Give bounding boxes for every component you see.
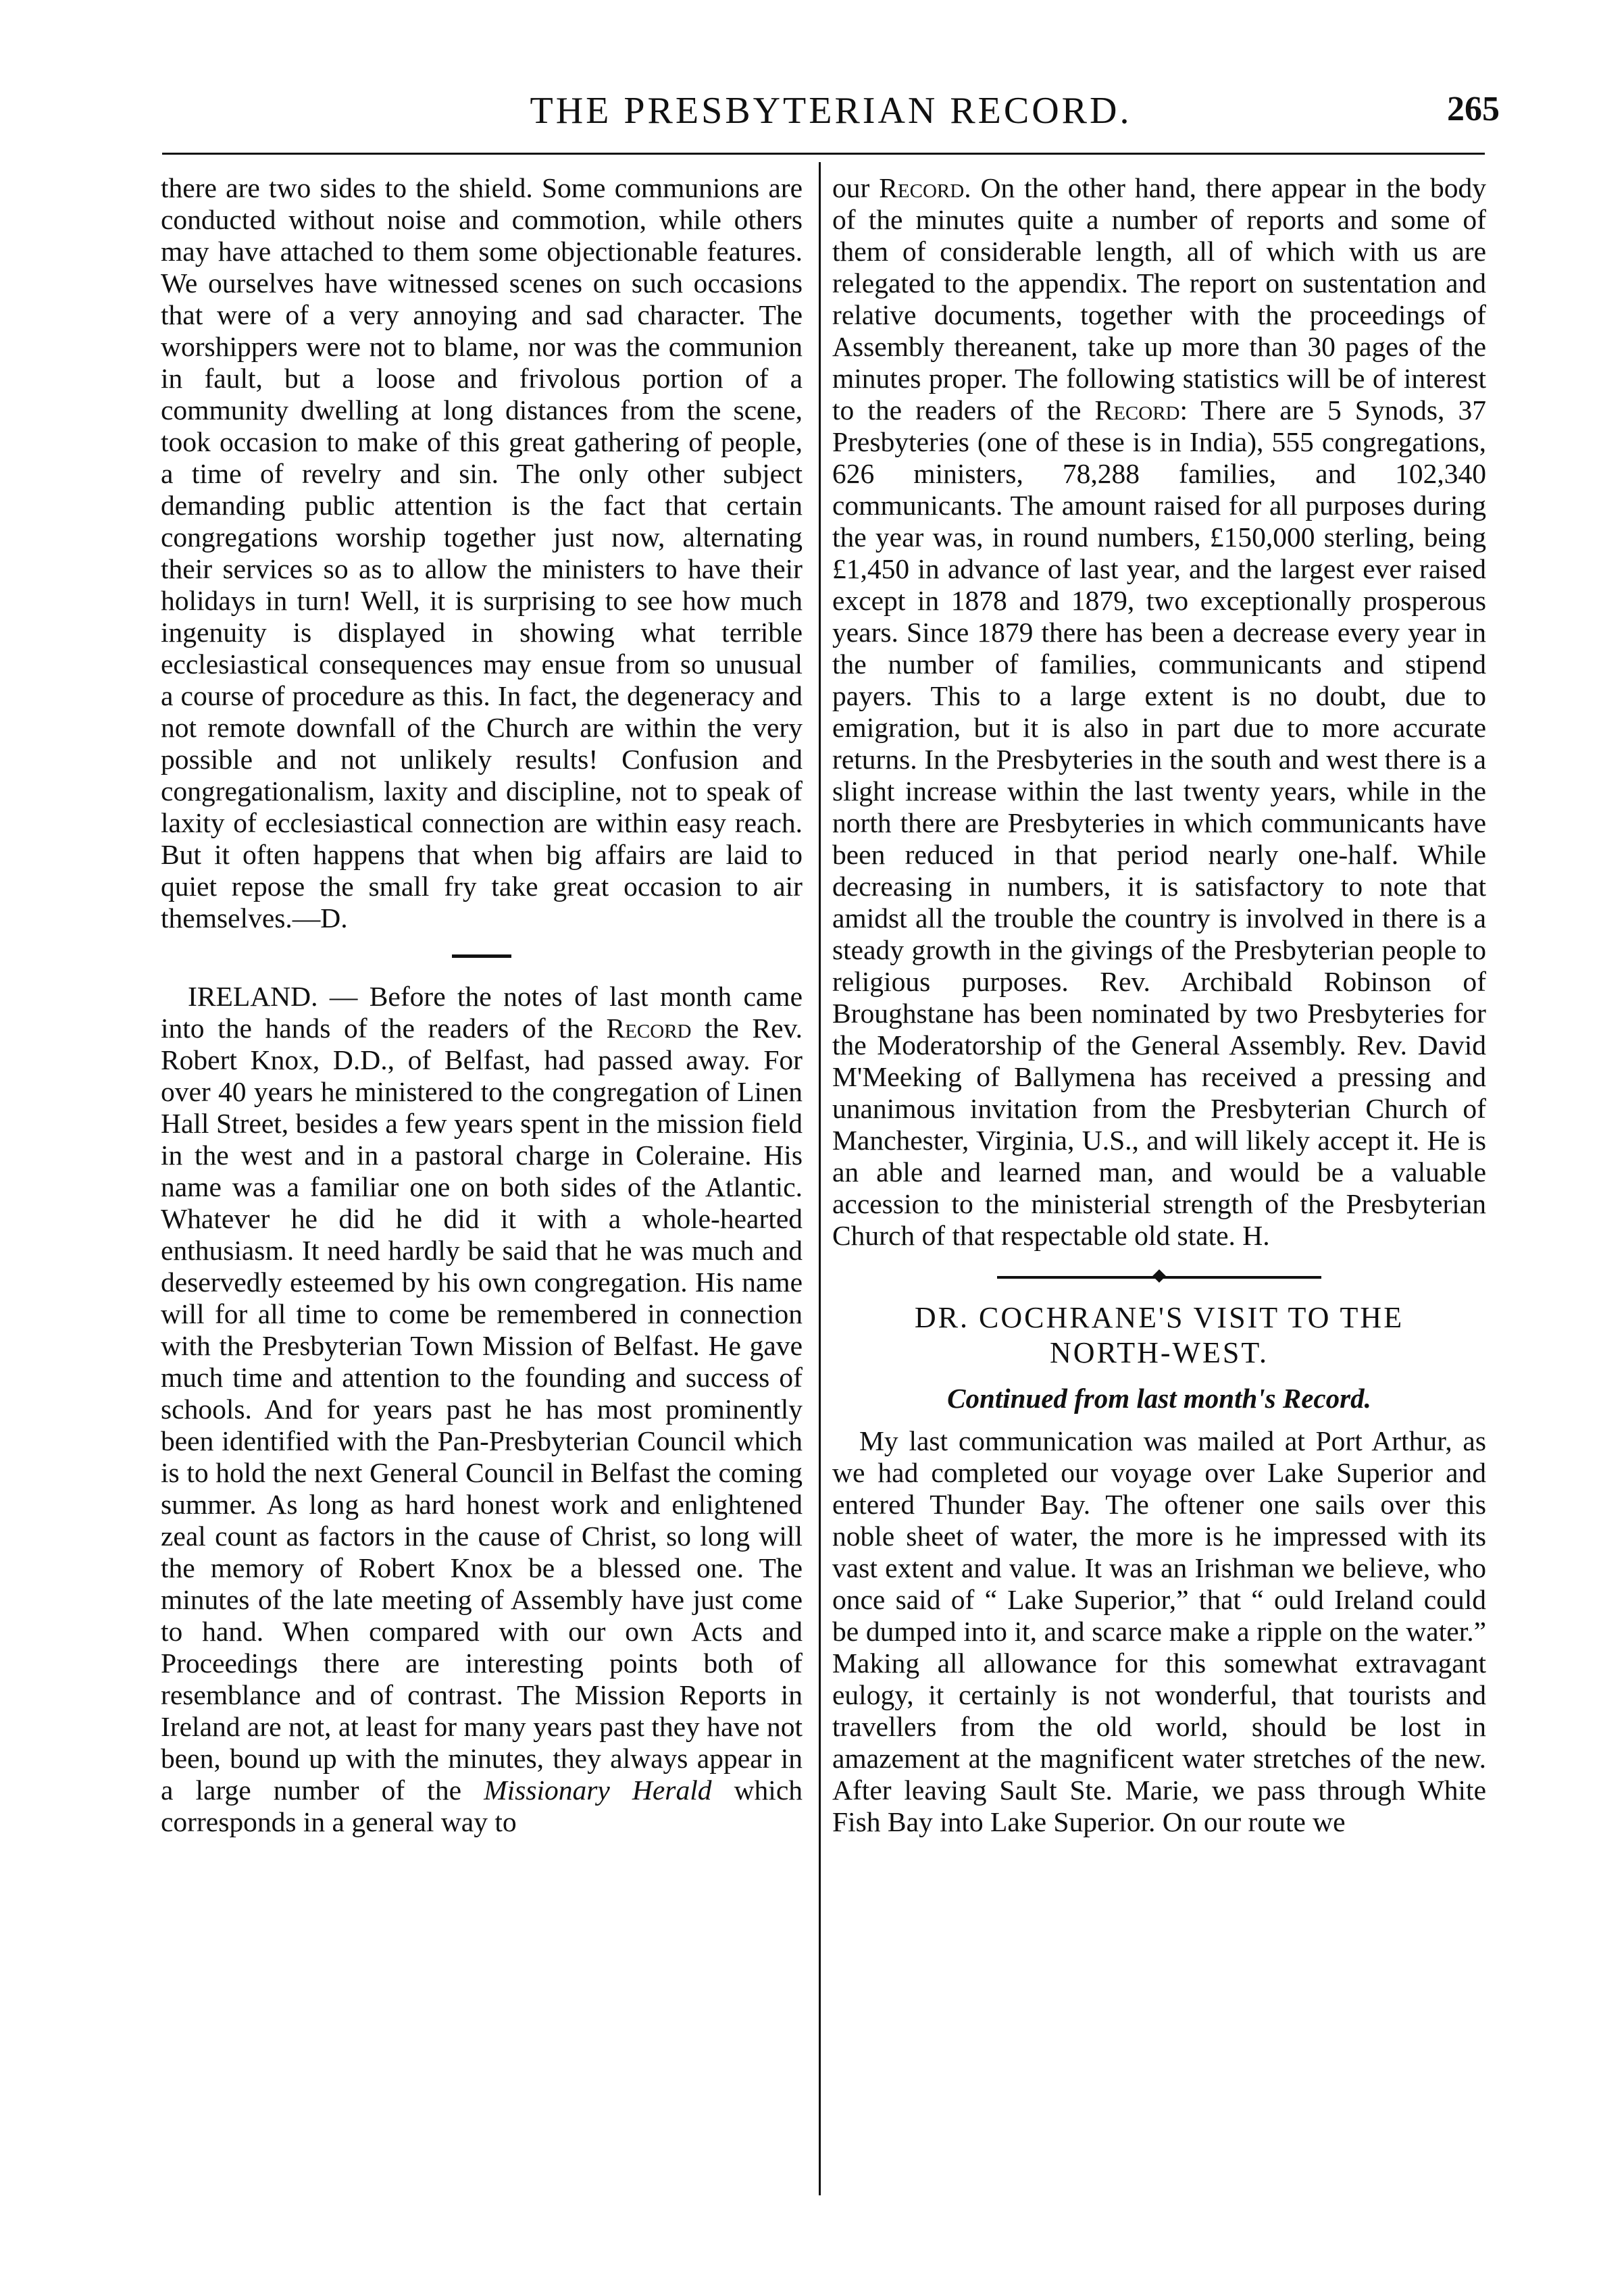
ireland-text-c: which corresponds in a general way to <box>161 1775 803 1837</box>
ireland-paragraph <box>161 981 803 1838</box>
ireland-continuation <box>832 172 1486 1252</box>
ornament-separator <box>997 1276 1321 1279</box>
record-reference: Record <box>879 172 965 203</box>
running-head <box>162 89 1500 143</box>
cont-text-b: . On the other hand, there appear in the body of the minutes quite a number of reports and some of them of considerable length, all of which with us are relegated to the appendix. The report on sustentation and relative documents, together with the proceedings of Assembly thereanent, take up more than 30 pages of the minutes proper. The following statistics will be of interest to the readers of the <box>832 172 1486 426</box>
ireland-text-b: the Rev. Robert Knox, D.D., of Belfast, had passed away. For over 40 years he ministered to the congregation of Linen Hall Street, besides a few years spent in the mission field in the west and in a pastoral charge in Coleraine. His name was a familiar one on both sides of the Atlantic. Whatever he did he did it with a whole-hearted enthusiasm. It need hardly be said that he was much and deservedly esteemed by his own congregation. His name will for all time to come be remembered in connection with the Presbyterian Town Mission of Belfast. He gave much time and attention to the founding and success of schools. And for years past he has most prominently been identified with the Pan-Presbyterian Council which is to hold the next General Council in Belfast the coming summer. As long as hard honest work and enlightened zeal count as factors in the cause of Christ, so long will the memory of Robert Knox be a blessed one. The minutes of the late meeting of Assembly have just come to hand. When compared with our own Acts and Proceedings there are interesting points both of resemblance and of contrast. The Mission Reports in Ireland are not, at least for many years past they have not been, bound up with the minutes, they always appear in a large number of the <box>161 1013 803 1806</box>
article-title-line: DR. COCHRANE'S VISIT TO THE <box>914 1301 1404 1334</box>
diamond-ornament-icon <box>1152 1269 1166 1283</box>
record-reference: Record <box>1094 394 1180 426</box>
article-paragraph: My last communication was mailed at Port Arthur, as we had completed our voyage over Lake Superior and entered Thunder Bay. The oftener one sails over this noble sheet of water, the more is he impressed with its vast extent and value. It was an Irishman we believe, who once said of “ Lake Superior,” that “ ould Ireland could be dumped into it, and scarce make a ripple on the water.” Making all allowance for this somewhat extravagant eulogy, it certainly is not wonderful, that tourists and travellers from the old world, should be lost in amazement at the magnificent water stretches of the new. After leaving Sault Ste. Marie, we pass through White Fish Bay into Lake Superior. On our route we <box>832 1425 1486 1837</box>
missionary-herald-title: Missionary Herald <box>484 1775 712 1806</box>
running-title: THE PRESBYTERIAN RECORD. <box>530 90 1132 132</box>
article-subhead: Continued from last month's Record. <box>947 1383 1371 1414</box>
cont-text-a: our <box>832 172 880 203</box>
record-reference: Record <box>606 1013 692 1044</box>
right-column <box>832 172 1486 1838</box>
ireland-text-a: — Before the notes of last month came into the hands of the readers of the <box>161 981 803 1044</box>
header-rule <box>162 153 1485 155</box>
page-number: 265 <box>1447 90 1500 128</box>
ireland-heading: IRELAND. <box>188 981 318 1012</box>
shield-paragraph: there are two sides to the shield. Some communions are conducted without noise and commotion, while others may have attached to them some objectionable features. We ourselves have witnessed scenes on such occasions that were of a very annoying and sad character. The worshippers were not to blame, nor was the communion in fault, but a loose and frivolous portion of a community dwelling at long distances from the scene, took occasion to make of this great gathering of people, a time of revelry and sin. The only other subject demanding public attention is the fact that certain congregations worship together just now, alternating their services so as to allow the ministers to have their holidays in turn! Well, it is surprising to see how much ingenuity is displayed in showing what terrible ecclesiastical consequences may ensue from so unusual a course of procedure as this. In fact, the degeneracy and not remote downfall of the Church are within the very possible and not unlikely results! Confusion and congregationalism, laxity and discipline, not to speak of laxity of ecclesiastical connection are within easy reach. But it often happens that when big affairs are laid to quiet repose the small fry take great occasion to air themselves.—D. <box>161 172 803 934</box>
section-separator <box>452 954 511 958</box>
article-title <box>832 1300 1486 1371</box>
column-divider <box>819 162 821 2195</box>
left-column <box>161 172 803 1838</box>
article-title-line: NORTH-WEST. <box>1049 1336 1269 1369</box>
cont-text-c: : There are 5 Synods, 37 Presbyteries (one of these is in India), 555 congregations, 626 ministers, 78,288 families, and 102,340 communicants. The amount raised for all purposes during the year was, in round numbers, £150,000 sterling, being £1,450 in advance of last year, and the largest ever raised except in 1878 and 1879, two exceptionally prosperous years. Since 1879 there has been a decrease every year in the number of families, communicants and stipend payers. This to a large extent is no doubt, due to emigration, but it is also in part due to more accurate returns. In the Presbyteries in the south and west there is a slight increase within the last twenty years, while in the north there are Presbyteries in which communicants have been reduced in that period nearly one-half. While decreasing in numbers, it is satisfactory to note that amidst all the trouble the country is involved in there is a steady growth in the givings of the Presbyterian people to religious purposes. Rev. Archibald Robinson of Broughstane has been nominated by two Presbyteries for the Moderatorship of the General Assembly. Rev. David M'Meeking of Ballymena has received a pressing and unanimous invitation from the Presbyterian Church of Manchester, Virginia, U.S., and will likely accept it. He is an able and learned man, and would be a valuable accession to the ministerial strength of the Presbyterian Church of that respectable old state. H. <box>832 394 1486 1251</box>
